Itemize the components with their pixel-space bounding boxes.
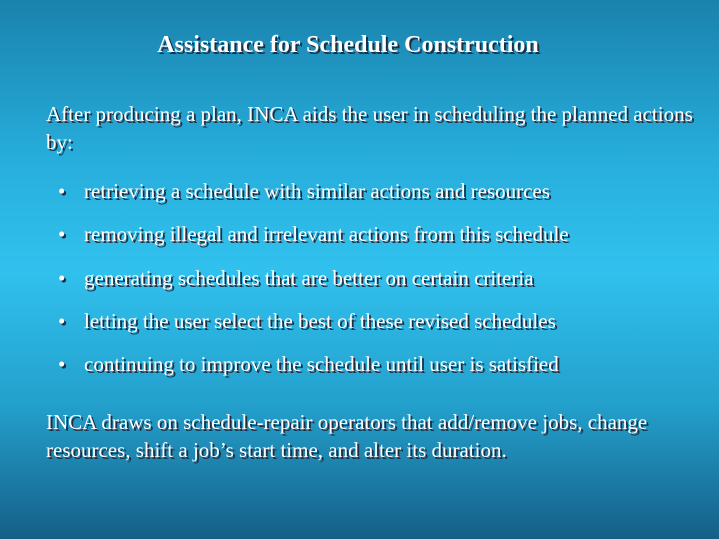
outro-paragraph: INCA draws on schedule-repair operators that add/remove jobs, change resources, shift a job’s start time, and alter its duration. — [46, 410, 648, 462]
bullet-text: removing illegal and irrelevant actions from this schedule — [84, 222, 569, 247]
bullet-text: letting the user select the best of these revised schedules — [84, 308, 556, 333]
bullet-icon: • — [58, 308, 66, 333]
bullet-item — [58, 264, 569, 307]
bullet-item — [58, 307, 569, 350]
bullet-item — [58, 177, 569, 220]
bullet-text: retrieving a schedule with similar actions and resources — [84, 179, 550, 203]
intro-paragraph: After producing a plan, INCA aids the user in scheduling the planned actions by: — [46, 102, 693, 154]
bullet-list — [58, 177, 569, 393]
bullet-icon: • — [58, 222, 66, 247]
bullet-icon: • — [58, 352, 66, 377]
bullet-icon: • — [58, 179, 66, 203]
bullet-icon: • — [58, 265, 66, 290]
bullet-item — [58, 220, 569, 263]
bullet-item — [58, 350, 569, 393]
bullet-text: continuing to improve the schedule until user is satisfied — [84, 352, 559, 377]
bullet-text: generating schedules that are better on certain criteria — [84, 265, 534, 290]
slide-title: Assistance for Schedule Construction — [157, 32, 539, 58]
